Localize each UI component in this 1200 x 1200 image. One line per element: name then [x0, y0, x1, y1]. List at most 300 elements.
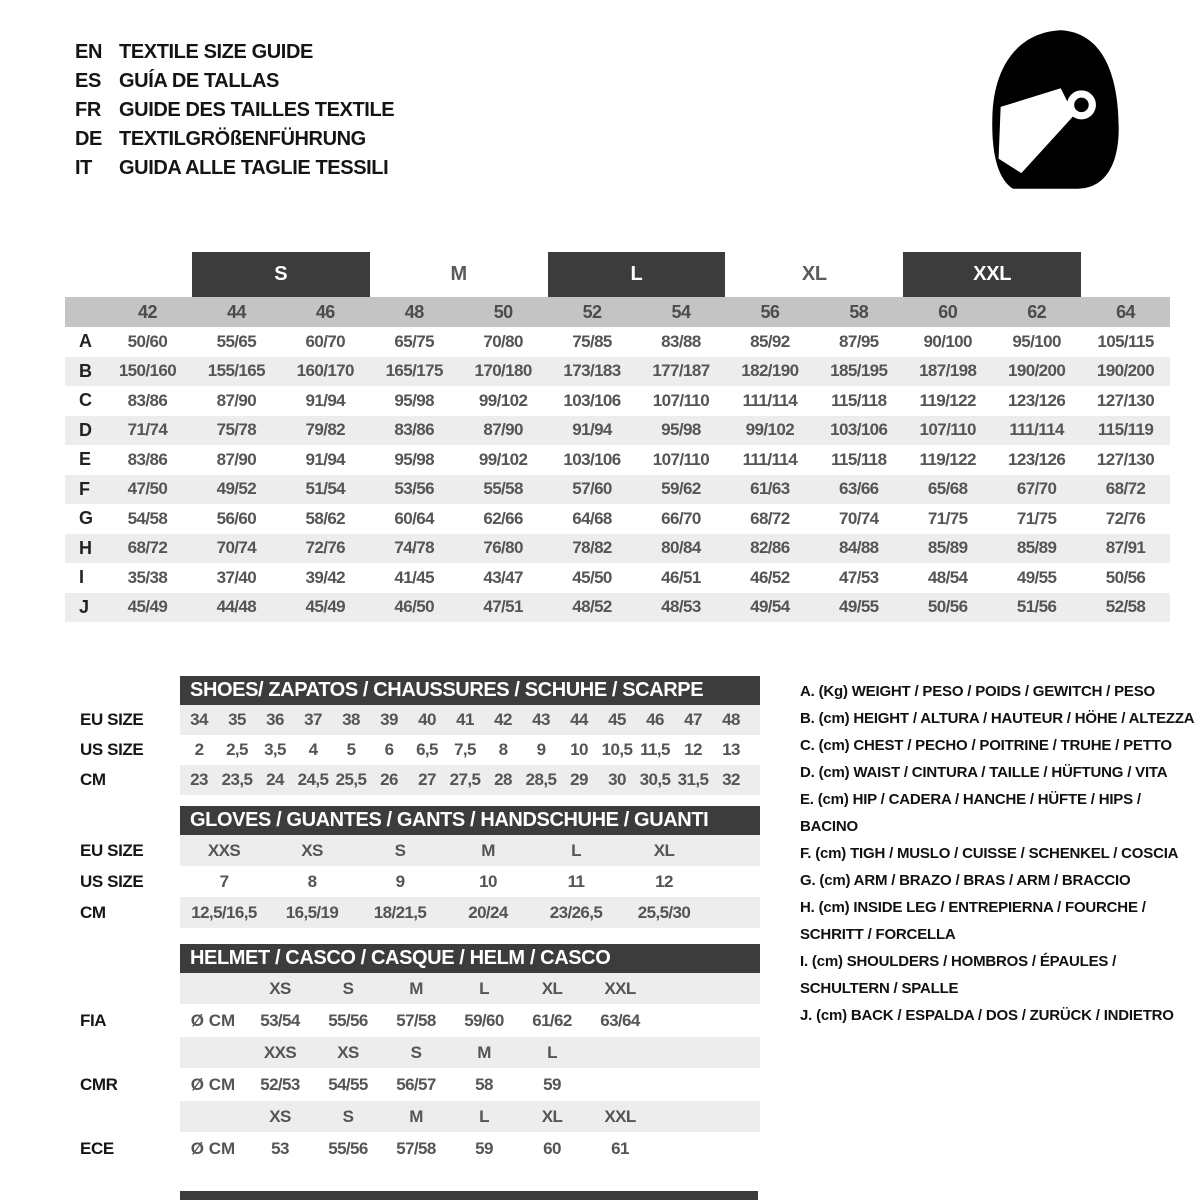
shoes-eu-label: EU SIZE	[80, 710, 144, 729]
helmet-value-cells	[246, 1004, 654, 1037]
racing-helmet-icon	[982, 26, 1127, 194]
shoes-size-cell: 43	[532, 710, 550, 729]
gloves-size-cell: 18/21,5	[373, 902, 427, 922]
measurement-cell: 46/51	[661, 567, 701, 587]
helmet-section	[65, 944, 765, 1165]
shoes-size-cell: 24,5	[297, 770, 329, 789]
measurement-cell: 49/54	[750, 597, 790, 617]
helmet-sizes-row	[65, 1037, 765, 1068]
legend-item: J. (cm) BACK / ESPALDA / DOS / ZURÜCK / INDIETRO	[800, 1007, 1174, 1024]
gloves-eu-label: EU SIZE	[80, 840, 144, 860]
measurement-cell: 160/170	[296, 361, 354, 381]
measurement-row	[65, 386, 1170, 416]
numeric-size-cell: 56	[760, 301, 780, 322]
shoes-cm-cells	[180, 765, 760, 795]
measurement-row	[65, 445, 1170, 475]
measurement-cell: 115/119	[1097, 420, 1154, 440]
shoes-size-cell: 2,5	[226, 740, 248, 759]
measurement-cell: 190/200	[1096, 361, 1155, 381]
measurement-cell: 84/88	[839, 538, 879, 558]
measurement-cell: 51/54	[305, 479, 346, 499]
shoes-us-row	[65, 735, 765, 765]
helmet-values-row	[65, 1132, 765, 1165]
measurement-cell: 87/90	[216, 390, 257, 410]
helmet-size-cell: L	[547, 1042, 557, 1062]
shoes-size-cell: 6,5	[416, 740, 438, 759]
measurement-cell: 119/122	[919, 390, 976, 410]
measurement-cell: 107/110	[652, 390, 710, 410]
measurement-cell: 68/72	[1105, 479, 1146, 499]
helmet-value-cell: 52/53	[260, 1074, 300, 1094]
helmet-values-band	[180, 1004, 760, 1037]
measurement-cell: 67/70	[1016, 479, 1057, 499]
measurement-cell: 64/68	[572, 508, 612, 528]
measurement-cell: 62/66	[483, 508, 523, 528]
helmet-header-row	[65, 944, 765, 973]
unit-spacer	[180, 973, 246, 1004]
legend-item: H. (cm) INSIDE LEG / ENTREPIERNA / FOURCHE / SCHRITT / FORCELLA	[800, 899, 1146, 943]
size-band: M	[450, 263, 467, 285]
standard-label-spacer	[65, 973, 180, 1004]
lower-sections	[65, 676, 765, 1165]
measurement-cell: 70/80	[483, 331, 523, 351]
measurement-cell: 111/114	[742, 390, 798, 410]
helmet-size-cell: M	[409, 978, 423, 998]
shoes-size-cell: 45	[608, 710, 626, 729]
measurement-cell: 99/102	[478, 449, 528, 469]
measurement-row-label: F	[79, 478, 90, 499]
shoes-size-cell: 31,5	[677, 770, 709, 789]
gloves-size-cell: 9	[395, 871, 405, 891]
measurement-cell: 74/78	[394, 538, 434, 558]
shoes-size-cell: 30,5	[639, 770, 671, 789]
helmet-value-cell: 59	[543, 1074, 561, 1094]
measurement-cell: 82/86	[750, 538, 790, 558]
shoes-size-cell: 12	[684, 740, 702, 759]
measurement-cell: 119/122	[919, 449, 976, 469]
shoes-size-cell: 23	[190, 770, 208, 789]
helmet-size-cells	[246, 1037, 654, 1068]
standard-label: FIA	[80, 1010, 107, 1030]
legend-item: E. (cm) HIP / CADERA / HANCHE / HÜFTE / HIPS / BACINO	[800, 791, 1141, 835]
measurement-cell: 155/165	[207, 361, 265, 381]
helmet-size-cell: S	[342, 1106, 354, 1126]
shoes-size-cell: 28,5	[525, 770, 557, 789]
language-row	[75, 96, 394, 125]
measurement-cell: 50/56	[927, 597, 968, 617]
numeric-size-cell: 52	[582, 301, 602, 322]
helmet-size-cells	[246, 1101, 654, 1132]
measurement-cell: 75/78	[216, 420, 257, 440]
measurement-cell: 99/102	[478, 390, 528, 410]
measurement-cell: 61/63	[750, 479, 790, 499]
shoes-size-cell: 27	[418, 770, 436, 789]
standard-label: ECE	[80, 1138, 114, 1158]
measurement-cell: 111/114	[742, 449, 798, 469]
measurement-cell: 55/65	[216, 331, 257, 351]
legend-item: A. (Kg) WEIGHT / PESO / POIDS / GEWITCH / PESO	[800, 683, 1155, 700]
shoes-size-cell: 32	[722, 770, 740, 789]
helmet-size-cell: XS	[337, 1042, 359, 1062]
measurement-cell: 50/60	[127, 331, 168, 351]
size-band-row	[65, 252, 1170, 297]
measurement-cell: 49/55	[839, 597, 879, 617]
language-code: ES	[75, 70, 101, 92]
cropped-section-header-bar	[180, 1191, 758, 1200]
label-spacer	[65, 944, 180, 973]
shoes-size-cell: 3,5	[264, 740, 286, 759]
measurement-cell: 105/115	[1097, 331, 1154, 351]
measurement-cell: 71/75	[927, 508, 968, 528]
helmet-size-cell: S	[410, 1042, 422, 1062]
measurement-cell: 46/50	[394, 597, 434, 617]
helmet-size-cell: L	[479, 978, 489, 998]
helmet-size-cells	[246, 973, 654, 1004]
measurement-cell: 48/54	[927, 567, 968, 587]
shoes-size-cell: 27,5	[449, 770, 481, 789]
measurement-cell: 87/90	[483, 420, 523, 440]
measurement-cells	[103, 504, 1170, 534]
measurement-cell: 54/58	[127, 508, 168, 528]
numeric-size-cell: 58	[849, 301, 869, 322]
helmet-value-cell: 60	[543, 1138, 561, 1158]
measurement-cell: 45/49	[305, 597, 346, 617]
helmet-value-cell: 57/58	[396, 1138, 436, 1158]
legend-item: C. (cm) CHEST / PECHO / POITRINE / TRUHE / PETTO	[800, 737, 1172, 754]
measurement-cell: 165/175	[385, 361, 443, 381]
gloves-us-cells	[180, 866, 760, 897]
shoes-size-cell: 11,5	[640, 740, 670, 759]
helmet-standard-block	[65, 973, 765, 1037]
measurement-cell: 95/100	[1012, 331, 1061, 351]
helmet-values-row	[65, 1004, 765, 1037]
shoes-section-title: SHOES/ ZAPATOS / CHAUSSURES / SCHUHE / SCARPE	[180, 676, 760, 705]
measurement-cell: 83/86	[127, 390, 168, 410]
helmet-size-cell: XS	[269, 1106, 291, 1126]
unit-spacer	[180, 1037, 246, 1068]
legend-item: G. (cm) ARM / BRAZO / BRAS / ARM / BRACCIO	[800, 872, 1131, 889]
shoes-size-cell: 2	[194, 740, 204, 759]
language-title-list	[75, 38, 394, 183]
measurement-cell: 170/180	[474, 361, 532, 381]
measurement-cell: 83/86	[127, 449, 168, 469]
language-code: DE	[75, 128, 102, 150]
measurement-cells	[103, 593, 1170, 623]
measurement-row-label: H	[79, 537, 92, 558]
measurement-cell: 76/80	[483, 538, 523, 558]
shoes-size-cell: 48	[722, 710, 740, 729]
size-band: XXL	[903, 252, 1081, 297]
measurement-cell: 75/85	[572, 331, 612, 351]
helmet-size-cell: XL	[541, 1106, 563, 1126]
helmet-value-cell: 58	[475, 1074, 493, 1094]
measurement-cell: 91/94	[572, 420, 612, 440]
diameter-cm-unit: Ø CM	[190, 1010, 236, 1030]
measurement-cell: 99/102	[745, 420, 795, 440]
helmet-size-cell: XXL	[604, 978, 636, 998]
measurement-cell: 95/98	[394, 390, 434, 410]
language-row	[75, 154, 394, 183]
measurement-cell: 44/48	[216, 597, 257, 617]
helmet-size-cell: S	[342, 978, 354, 998]
measurement-cell: 68/72	[127, 538, 168, 558]
shoes-header-row	[65, 676, 765, 705]
measurement-cell: 51/56	[1016, 597, 1057, 617]
main-size-table	[65, 252, 1170, 622]
measurement-cell: 55/58	[483, 479, 523, 499]
measurement-cells	[103, 327, 1170, 357]
shoes-size-cell: 24	[266, 770, 284, 789]
measurement-row-label: A	[79, 331, 92, 352]
measurement-cell: 63/66	[839, 479, 879, 499]
helmet-value-cell: 61/62	[532, 1010, 572, 1030]
measurement-cell: 65/68	[927, 479, 968, 499]
language-code: FR	[75, 99, 101, 121]
measurement-cell: 70/74	[839, 508, 879, 528]
shoes-size-cell: 7,5	[454, 740, 476, 759]
shoes-size-cell: 6	[384, 740, 394, 759]
measurement-cell: 103/106	[563, 390, 621, 410]
helmet-value-cell: 55/56	[328, 1138, 368, 1158]
measurement-cell: 59/62	[661, 479, 701, 499]
measurement-cell: 80/84	[661, 538, 701, 558]
measurement-row	[65, 534, 1170, 564]
gloves-size-cell: 7	[219, 871, 229, 891]
helmet-value-cell: 53/54	[260, 1010, 300, 1030]
gloves-eu-cells	[180, 835, 760, 866]
size-band: S	[192, 252, 370, 297]
legend-item: F. (cm) TIGH / MUSLO / CUISSE / SCHENKEL / COSCIA	[800, 845, 1179, 862]
gloves-size-cell: XL	[653, 840, 675, 860]
gloves-size-cell: M	[481, 840, 495, 860]
measurement-row-label: C	[79, 390, 92, 411]
measurement-cell: 66/70	[661, 508, 701, 528]
measurement-cell: 83/86	[394, 420, 434, 440]
measurement-row	[65, 593, 1170, 623]
numeric-size-cell: 48	[404, 301, 424, 322]
measurement-cell: 56/60	[216, 508, 257, 528]
measurement-row	[65, 416, 1170, 446]
size-band: L	[548, 252, 726, 297]
measurement-cell: 71/75	[1016, 508, 1057, 528]
measurement-cell: 91/94	[305, 449, 346, 469]
measurement-row	[65, 475, 1170, 505]
measurement-cell: 85/89	[1016, 538, 1057, 558]
measurement-cell: 173/183	[563, 361, 621, 381]
shoes-size-cell: 35	[228, 710, 246, 729]
shoes-eu-cells	[180, 705, 760, 735]
shoes-size-cell: 4	[308, 740, 318, 759]
measurement-cell: 52/58	[1105, 597, 1146, 617]
language-title: GUIDA ALLE TAGLIE TESSILI	[119, 157, 389, 179]
numeric-size-cell: 60	[938, 301, 958, 322]
measurement-legend	[800, 678, 1200, 1029]
language-row	[75, 125, 394, 154]
shoes-size-cell: 10,5	[601, 740, 633, 759]
numeric-size-cell: 54	[671, 301, 691, 322]
standard-label-spacer	[65, 1037, 180, 1068]
row-label-spacer	[65, 297, 103, 327]
measurement-cell: 107/110	[652, 449, 710, 469]
numeric-size-cell: 64	[1116, 301, 1135, 322]
helmet-values-band	[180, 1068, 760, 1101]
gloves-size-cell: 23/26,5	[549, 902, 603, 922]
gloves-cm-cells	[180, 897, 760, 928]
measurement-row	[65, 327, 1170, 357]
helmet-size-cell: XXL	[604, 1106, 636, 1126]
measurement-cells	[103, 386, 1170, 416]
language-code: IT	[75, 157, 92, 179]
helmet-value-cell: 63/64	[600, 1010, 640, 1030]
measurement-cell: 72/76	[305, 538, 346, 558]
legend-item: I. (cm) SHOULDERS / HOMBROS / ÉPAULES / SCHULTERN / SPALLE	[800, 953, 1117, 997]
shoes-section	[65, 676, 765, 795]
measurement-cell: 87/90	[216, 449, 257, 469]
gloves-eu-row	[65, 835, 765, 866]
shoes-size-cell: 9	[536, 740, 546, 759]
gloves-us-label: US SIZE	[80, 871, 144, 891]
shoes-size-cell: 29	[570, 770, 588, 789]
gloves-size-cell: XXS	[207, 840, 241, 860]
measurement-cell: 72/76	[1105, 508, 1146, 528]
gloves-cm-row	[65, 897, 765, 928]
shoes-us-label: US SIZE	[80, 740, 144, 759]
helmet-size-cell: XL	[541, 978, 563, 998]
shoes-size-cell: 34	[190, 710, 208, 729]
measurement-cell: 60/70	[305, 331, 346, 351]
helmet-sizes-band	[180, 1037, 760, 1068]
numeric-size-cell: 50	[493, 301, 513, 322]
shoes-size-cell: 23,5	[221, 770, 253, 789]
measurement-cell: 85/92	[750, 331, 790, 351]
shoes-size-cell: 13	[722, 740, 740, 759]
helmet-size-cell: M	[409, 1106, 423, 1126]
shoes-eu-row	[65, 705, 765, 735]
measurement-cells	[103, 475, 1170, 505]
measurement-row-label: J	[79, 596, 90, 617]
measurement-cell: 49/52	[216, 479, 257, 499]
helmet-value-cell: 56/57	[396, 1074, 436, 1094]
measurement-cell: 58/62	[305, 508, 346, 528]
helmet-sizes-band	[180, 973, 760, 1004]
standard-label: CMR	[80, 1074, 118, 1094]
helmet-value-cell: 53	[271, 1138, 289, 1158]
measurement-cell: 45/50	[572, 567, 612, 587]
label-spacer	[65, 676, 180, 705]
gloves-header-row	[65, 806, 765, 835]
measurement-cell: 68/72	[750, 508, 790, 528]
shoes-size-cell: 41	[456, 710, 474, 729]
measurement-cell: 35/38	[127, 567, 168, 587]
language-row	[75, 67, 394, 96]
measurement-cell: 57/60	[572, 479, 612, 499]
gloves-size-cell: 11	[567, 871, 585, 891]
measurement-cell: 85/89	[927, 538, 968, 558]
measurement-cell: 48/52	[572, 597, 612, 617]
measurement-cell: 47/51	[483, 597, 523, 617]
helmet-value-cells	[246, 1068, 654, 1101]
measurement-cell: 187/198	[919, 361, 977, 381]
measurement-cell: 47/50	[127, 479, 168, 499]
measurement-cell: 79/82	[305, 420, 346, 440]
gloves-cm-label: CM	[80, 902, 106, 922]
measurement-cell: 95/98	[394, 449, 434, 469]
helmet-value-cell: 57/58	[396, 1010, 436, 1030]
helmet-value-cell: 54/55	[328, 1074, 368, 1094]
numeric-size-cell: 42	[138, 301, 157, 322]
measurement-cell: 190/200	[1007, 361, 1066, 381]
measurement-cell: 123/126	[1007, 449, 1066, 469]
measurement-cell: 41/45	[394, 567, 434, 587]
measurement-cell: 127/130	[1096, 390, 1155, 410]
language-title: TEXTILE SIZE GUIDE	[119, 41, 313, 63]
measurement-cell: 90/100	[923, 331, 972, 351]
legend-item: B. (cm) HEIGHT / ALTURA / HAUTEUR / HÖHE / ALTEZZA	[800, 710, 1195, 727]
measurement-cell: 50/56	[1105, 567, 1146, 587]
measurement-cell: 39/42	[305, 567, 346, 587]
helmet-size-cell: XXS	[263, 1042, 297, 1062]
numeric-size-cell: 44	[226, 301, 246, 322]
shoes-size-cell: 44	[570, 710, 588, 729]
measurement-cell: 182/190	[741, 361, 799, 381]
label-spacer	[65, 806, 180, 835]
shoes-cm-label: CM	[80, 770, 106, 789]
measurement-cell: 65/75	[394, 331, 434, 351]
language-title: TEXTILGRÖßENFÜHRUNG	[119, 128, 366, 150]
helmet-sizes-row	[65, 1101, 765, 1132]
size-band: XL	[801, 263, 827, 285]
measurement-cell: 48/53	[661, 597, 701, 617]
measurement-cell: 49/55	[1016, 567, 1057, 587]
measurement-cells	[103, 416, 1170, 446]
shoes-size-cell: 10	[570, 740, 588, 759]
language-code: EN	[75, 41, 102, 63]
shoes-size-cell: 25,5	[335, 770, 367, 789]
measurement-cell: 46/52	[750, 567, 790, 587]
shoes-cm-row	[65, 765, 765, 795]
measurement-rows	[65, 327, 1170, 622]
helmet-value-cells	[246, 1132, 654, 1165]
shoes-size-cell: 26	[380, 770, 398, 789]
helmet-value-cell: 61	[611, 1138, 629, 1158]
numeric-size-cell: 62	[1027, 301, 1047, 322]
measurement-cell: 83/88	[661, 331, 701, 351]
gloves-size-cell: 12,5/16,5	[191, 902, 257, 922]
gloves-size-cell: 10	[479, 871, 497, 891]
gloves-size-cell: S	[394, 840, 406, 860]
measurement-row-label: B	[79, 360, 92, 381]
measurement-cell: 37/40	[216, 567, 257, 587]
gloves-size-cell: 12	[655, 871, 673, 891]
measurement-cell: 103/106	[563, 449, 621, 469]
measurement-cells	[103, 563, 1170, 593]
language-title: GUÍA DE TALLAS	[119, 70, 279, 92]
shoes-size-cell: 39	[380, 710, 398, 729]
measurement-cell: 103/106	[830, 420, 888, 440]
numeric-size-cells	[103, 297, 1170, 327]
measurement-cell: 95/98	[661, 420, 701, 440]
gloves-size-cell: XS	[301, 840, 323, 860]
measurement-cell: 43/47	[483, 567, 523, 587]
measurement-row	[65, 504, 1170, 534]
measurement-cell: 71/74	[127, 420, 168, 440]
shoes-us-cells	[180, 735, 760, 765]
helmet-sizes-row	[65, 973, 765, 1004]
measurement-cells	[103, 445, 1170, 475]
unit-spacer	[180, 1101, 246, 1132]
shoes-size-cell: 46	[646, 710, 664, 729]
gloves-us-row	[65, 866, 765, 897]
